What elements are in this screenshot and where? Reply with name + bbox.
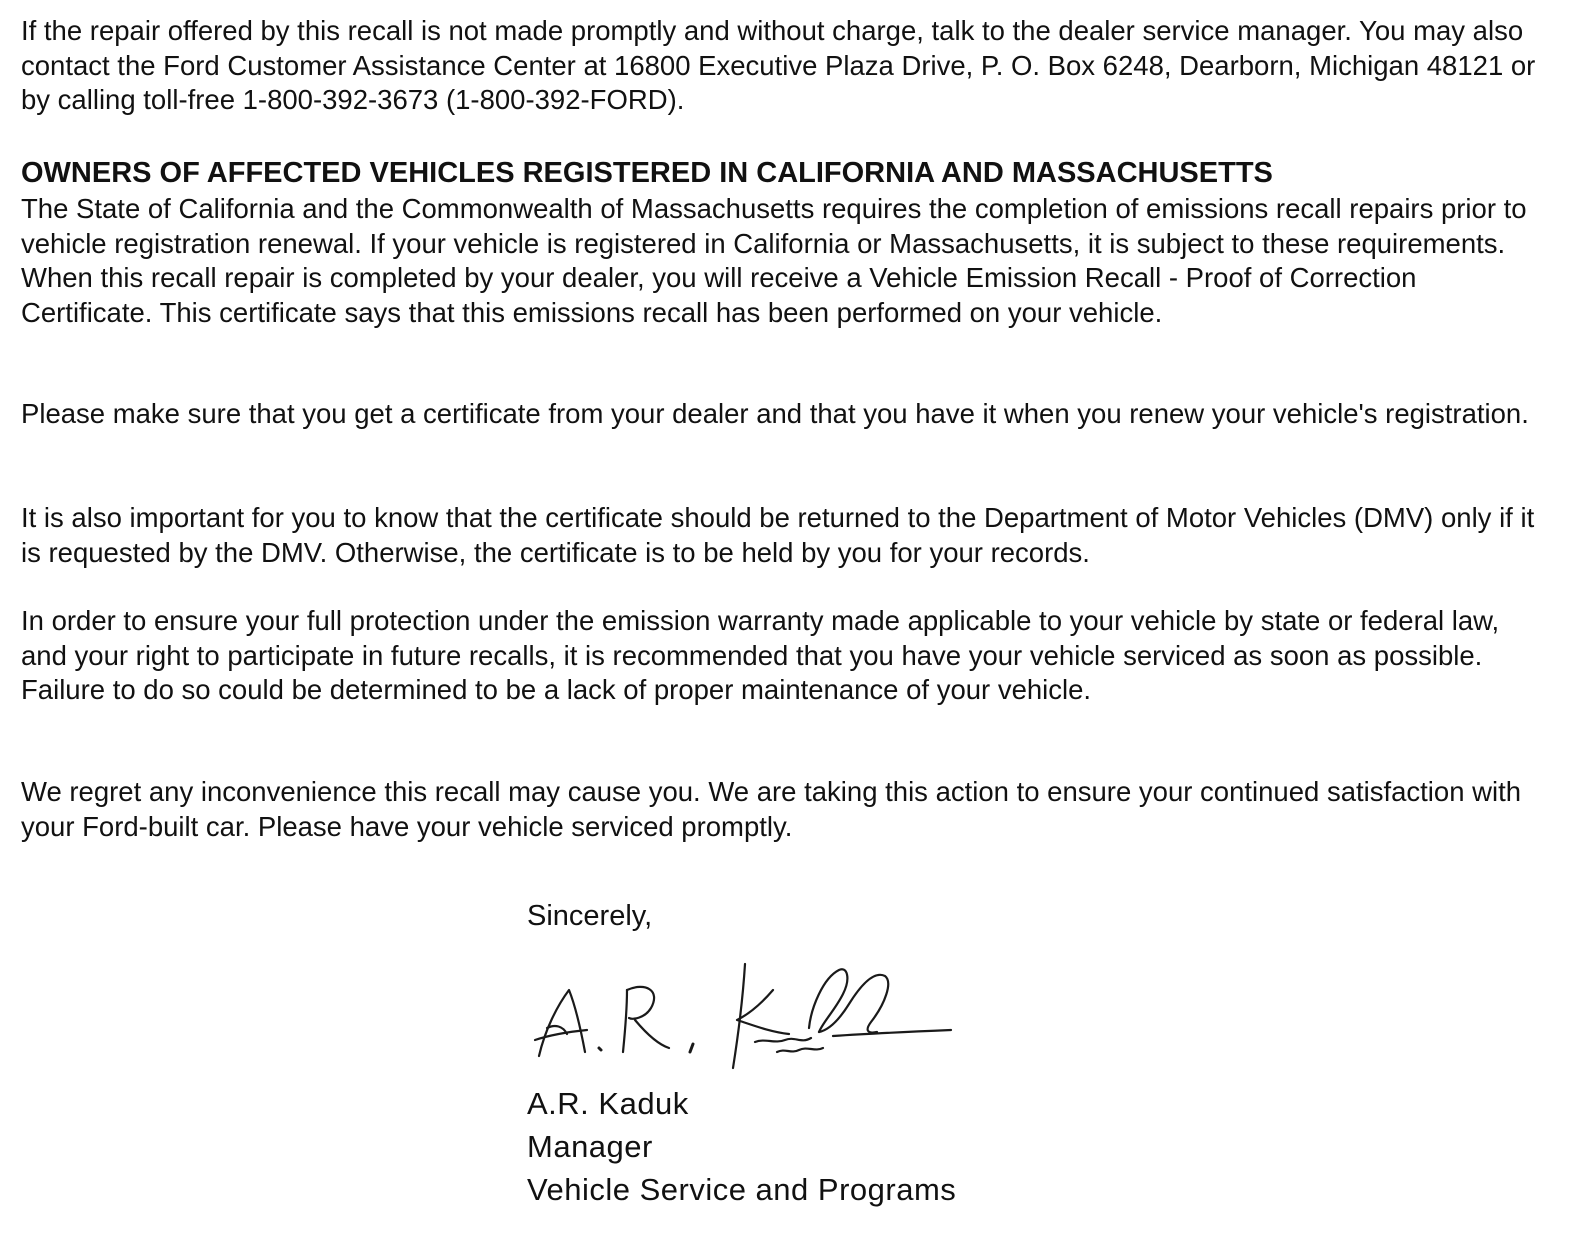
paragraph-contact: If the repair offered by this recall is not made promptly and without charge, talk to the dealer service manager. You may also contact the Ford Customer Assistance Center at 16800 Executive Plaza Drive, P. O. Box 6248, Dearborn, Michigan 48121 or by calling toll-free 1-800-392-3673 (1-800-392-FORD). [21, 15, 1536, 115]
closing-salutation: Sincerely, [527, 900, 653, 932]
paragraph-warranty: In order to ensure your full protection under the emission warranty made applicable to your vehicle by state or federal law, and your right to participate in future recalls, it is recommended that you have your vehicle serviced as soon as possible. Failure to do so could be determined to be a lack of proper maintenance of your vehicle. [21, 605, 1500, 705]
paragraph-dmv: It is also important for you to know that the certificate should be returned to the Department of Motor Vehicles (DMV) only if it is requested by the DMV. Otherwise, the certificate is to be held by you for your records. [21, 502, 1535, 568]
paragraph-regret: We regret any inconvenience this recall may cause you. We are taking this action to ensure your continued satisfaction with your Ford-built car. Please have your vehicle serviced promptly. [21, 776, 1522, 842]
paragraph-certificate: Please make sure that you get a certificate from your dealer and that you have it when you renew your vehicle's registration. [21, 398, 1529, 429]
signer-title: Manager [527, 1129, 653, 1164]
paragraph-state-requirements: The State of California and the Commonwealth of Massachusetts requires the completion of emissions recall repairs prior to vehicle registration renewal. If your vehicle is registered in California or Massachusetts, it is subject to these requirements. When this recall repair is completed by your dealer, you will receive a Vehicle Emission Recall - Proof of Correction Certificate. This certificate says that this emissions recall has been performed on your vehicle. [21, 193, 1527, 328]
handwritten-signature [533, 960, 953, 1072]
heading-owners: OWNERS OF AFFECTED VEHICLES REGISTERED IN CALIFORNIA AND MASSACHUSETTS [21, 157, 1273, 189]
signer-name: A.R. Kaduk [527, 1086, 689, 1121]
signer-department: Vehicle Service and Programs [527, 1172, 957, 1207]
